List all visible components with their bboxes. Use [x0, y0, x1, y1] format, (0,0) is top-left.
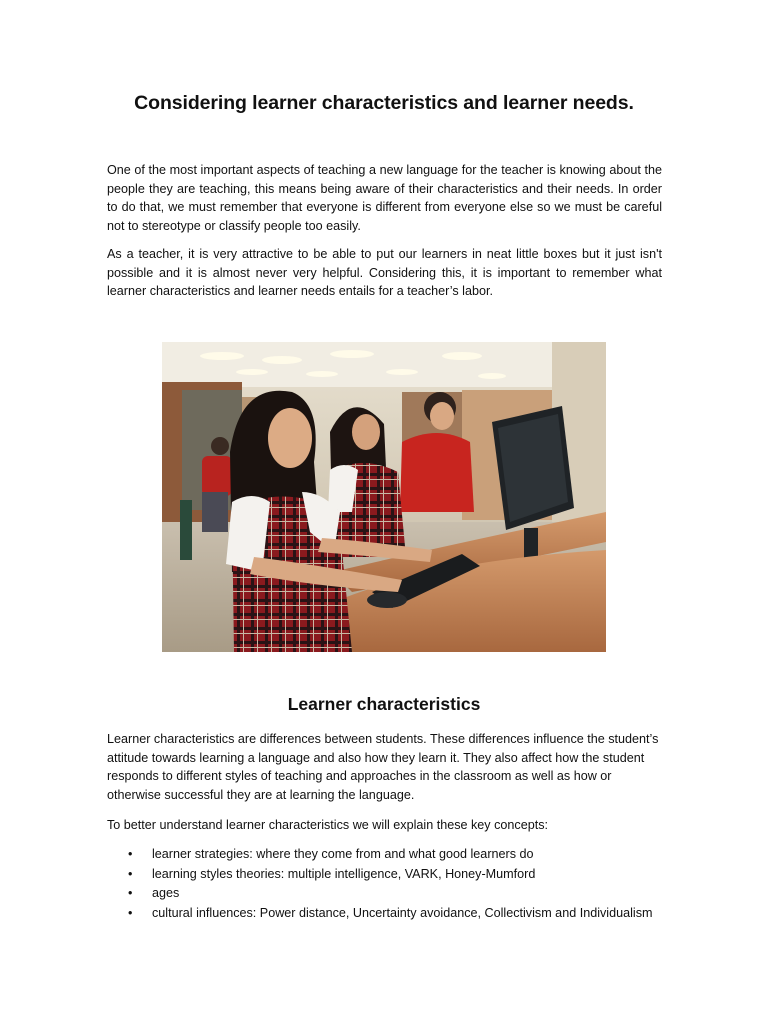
bullet-icon: • [128, 847, 133, 861]
bullet-icon: • [128, 905, 133, 920]
intro-paragraph-2: As a teacher, it is very attractive to be able to put our learners in neat little boxes but it just isn't possible and it is almost never very helpful. Considering this, it is important to remember what learner characteristics and learner needs entails for a teacher’s labor. [107, 247, 662, 299]
section-paragraph-1: Learner characteristics are differences between students. These differences influence the student’s attitude towards learning a language and also how they learn it. They also affect how the student responds to different styles of teaching and approaches in the classroom as well as how or otherwise successful they are at learning the language. [107, 732, 659, 802]
list-item [107, 845, 667, 865]
list-item [107, 865, 667, 885]
list-item [107, 884, 667, 904]
list-item [107, 904, 667, 924]
document-title: Considering learner characteristics and learner needs. [134, 92, 634, 114]
section-paragraph-2: To better understand learner characteristics we will explain these key concepts: [107, 818, 549, 832]
list-item-text: learner strategies: where they come from and what good learners do [152, 847, 534, 861]
list-item-text: cultural influences: Power distance, Uncertainty avoidance, Collectivism and Individualism [152, 905, 653, 920]
intro-paragraph-1: One of the most important aspects of teaching a new language for the teacher is knowing about the people they are teaching, this means being aware of their characteristics and their needs. In order to do that, we must remember that everyone is different from everyone else so we must be careful not to stereotype or classify people too easily. [107, 163, 662, 233]
section-heading: Learner characteristics [287, 694, 481, 714]
bullet-icon: • [128, 886, 133, 901]
list-item-text: ages [152, 886, 180, 901]
key-concepts-list [107, 845, 667, 923]
list-item-text: learning styles theories: multiple intelligence, VARK, Honey-Mumford [152, 866, 536, 881]
bullet-icon: • [128, 866, 133, 881]
classroom-photo [162, 342, 606, 652]
